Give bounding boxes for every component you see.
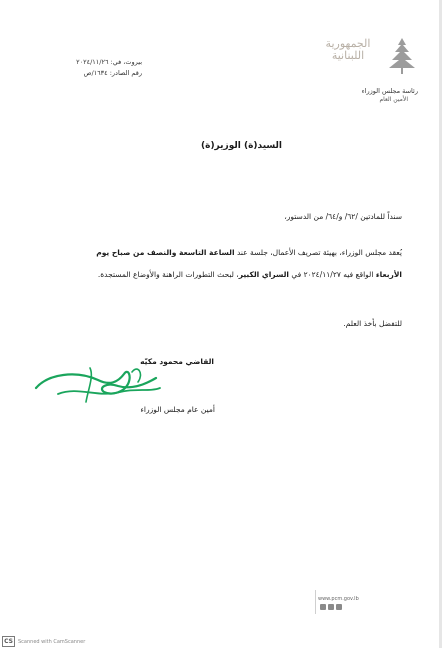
website-link[interactable]: www.pcm.gov.lb bbox=[318, 596, 359, 602]
scanner-text: Scanned with CamScanner bbox=[18, 638, 86, 645]
presidency-name: رئاسة مجلس الوزراء bbox=[361, 87, 418, 95]
date-line: بيروت، في: ٢٠٢٤/١١/٢٦ bbox=[76, 58, 142, 66]
twitter-icon[interactable] bbox=[328, 604, 334, 610]
youtube-icon[interactable] bbox=[336, 604, 342, 610]
meeting-time: الساعة التاسعة والنصف من صباح يوم bbox=[96, 248, 235, 257]
meeting-purpose: ، لبحث التطورات الراهنة والأوضاع المستجدة. bbox=[97, 270, 239, 279]
emblem-line-2: اللبنانية bbox=[331, 49, 365, 62]
meeting-date: الواقع فيه ٢٠٢٤/١١/٢٧ في bbox=[288, 270, 376, 279]
signatory-name: القاضي محمود مكيّه bbox=[140, 357, 214, 366]
reference-line: رقم الصادر: ١٦٣٤/ص bbox=[83, 69, 142, 77]
body-line-3 bbox=[22, 270, 402, 279]
body-line-2-text: يُعقد مجلس الوزراء، بهيئة تصريف الأعمال، جلسة عند bbox=[234, 248, 402, 257]
signatory-title: أمين عام مجلس الوزراء bbox=[140, 405, 215, 414]
emblem-line-1: الجمهورية bbox=[325, 37, 371, 50]
cedar-emblem-icon bbox=[382, 36, 422, 76]
footer-divider bbox=[315, 590, 316, 614]
body-line-1: سنداً للمادتين /٦٢/ و/٦٤/ من الدستور، bbox=[284, 212, 402, 221]
meeting-day: الأربعاء bbox=[375, 270, 402, 279]
body-line-2 bbox=[22, 248, 402, 257]
emblem-wordmark bbox=[318, 38, 378, 62]
social-icons bbox=[320, 604, 342, 610]
facebook-icon[interactable] bbox=[320, 604, 326, 610]
office-name: الأمين العام bbox=[379, 96, 408, 103]
closing-line: للتفضل بأخذ العلم. bbox=[343, 319, 402, 328]
scanner-watermark bbox=[2, 636, 85, 647]
meeting-place: السراي الكبير bbox=[238, 270, 289, 279]
camscanner-logo-icon: CS bbox=[2, 636, 15, 647]
salutation: السيد(ة) الوزير(ة) bbox=[201, 141, 282, 151]
